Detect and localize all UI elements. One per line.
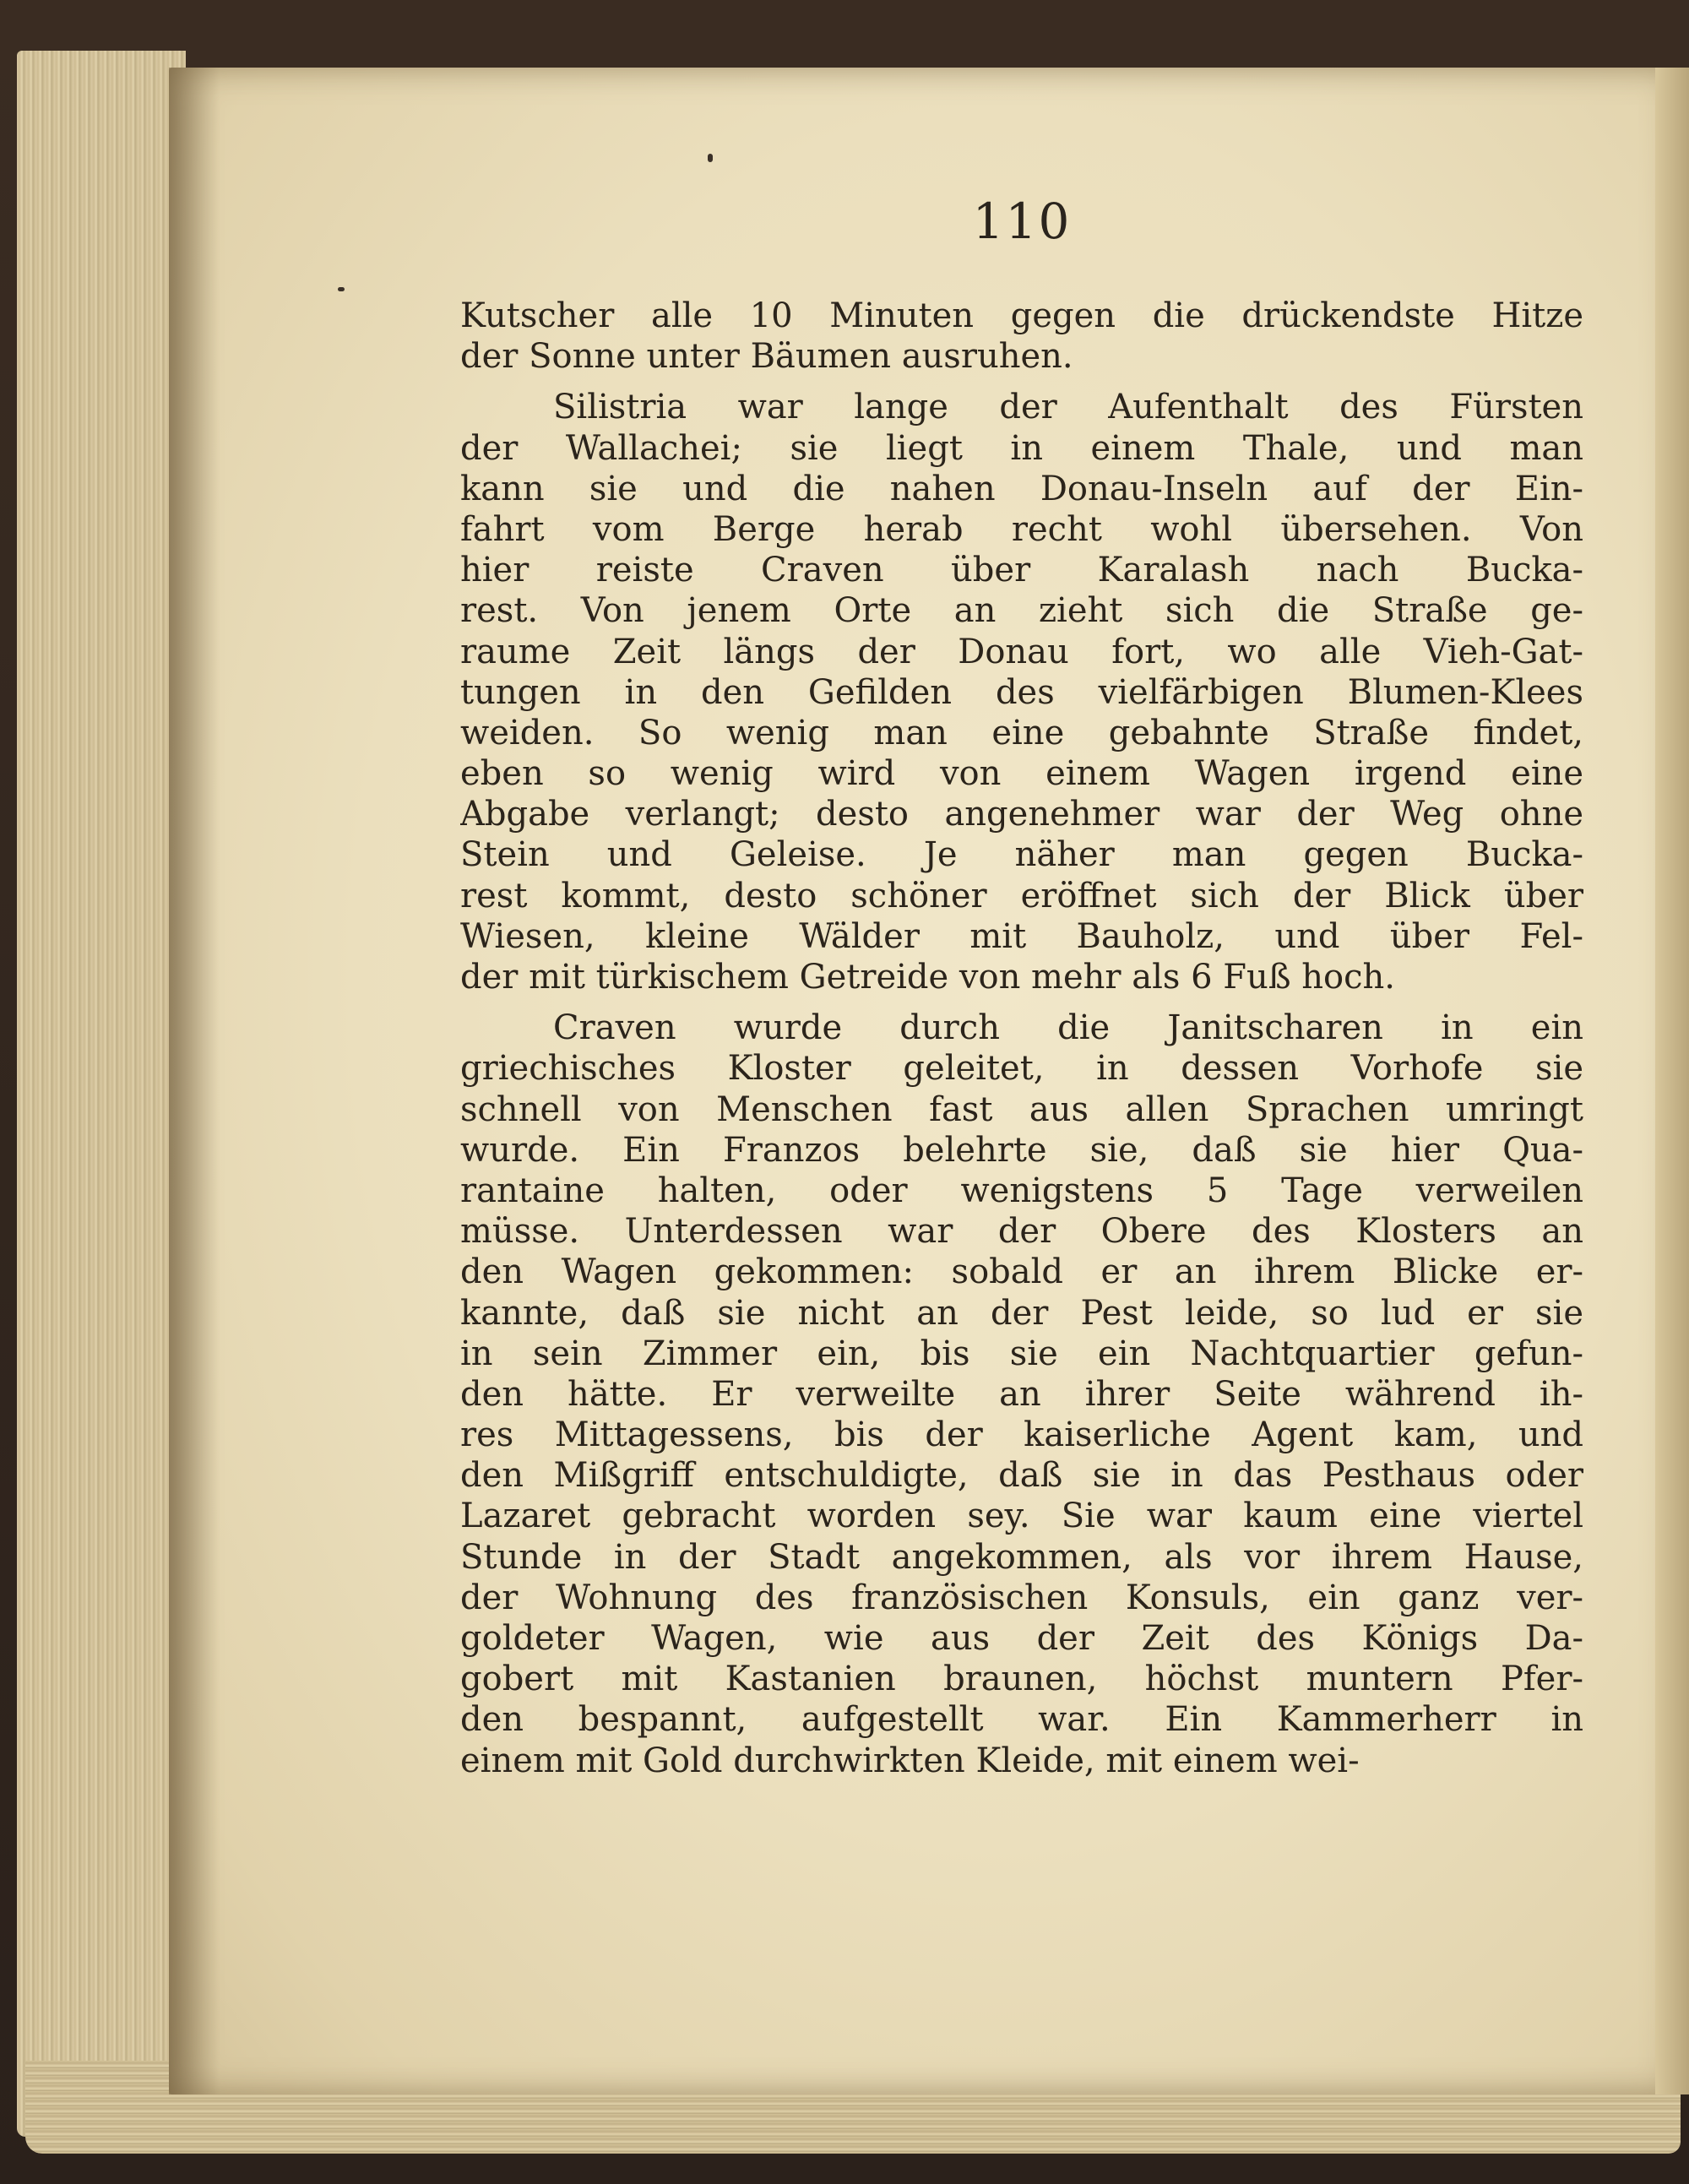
paragraph: [460, 387, 1583, 997]
text-line: der mit türkischem Getreide von mehr als 6 Fuß hoch.: [460, 958, 1395, 997]
text-line: den bespannt, aufgestellt war. Ein Kammerherr in: [460, 1700, 1583, 1740]
text-line: raume Zeit längs der Donau fort, wo alle Vieh-Gat-: [460, 632, 1583, 671]
text-line: tungen in den Gefilden des vielfärbigen Blumen-Klees: [460, 672, 1583, 712]
text-line: kann sie und die nahen Donau-Inseln auf der Ein-: [460, 469, 1583, 508]
text-line: Kutscher alle 10 Minuten gegen die drückendste Hitze: [460, 296, 1583, 335]
text-line: weiden. So wenig man eine gebahnte Straße findet,: [460, 713, 1583, 752]
text-line: in sein Zimmer ein, bis sie ein Nachtquartier gefun-: [460, 1334, 1583, 1373]
paragraph: [460, 296, 1583, 377]
text-line: wurde. Ein Franzos belehrte sie, daß sie hier Qua-: [460, 1130, 1583, 1170]
text-line: griechisches Kloster geleitet, in dessen Vorhofe sie: [460, 1049, 1583, 1089]
text-line: müsse. Unterdessen war der Obere des Klosters an: [460, 1212, 1583, 1252]
text-line: rest. Von jenem Orte an zieht sich die Straße ge-: [460, 591, 1583, 631]
gutter-shadow: [169, 68, 220, 2094]
paragraph: [460, 1008, 1583, 1781]
text-line: eben so wenig wird von einem Wagen irgend eine: [460, 754, 1583, 794]
text-line: Stunde in der Stadt angekommen, als vor ihrem Hause,: [460, 1537, 1583, 1577]
text-line: Wiesen, kleine Wälder mit Bauholz, und über Fel-: [460, 916, 1583, 956]
text-line: Silistria war lange der Aufenthalt des Fürsten: [553, 388, 1583, 427]
text-line: der Wallachei; sie liegt in einem Thale, und man: [460, 428, 1583, 468]
right-page-edge: [1655, 68, 1689, 2094]
text-line: rantaine halten, oder wenigstens 5 Tage verweilen: [460, 1171, 1583, 1210]
text-line: den hätte. Er verweilte an ihrer Seite während ih-: [460, 1374, 1583, 1414]
ink-speck: [338, 287, 345, 291]
text-line: der Wohnung des französischen Konsuls, ein ganz ver-: [460, 1578, 1583, 1617]
text-line: res Mittagessens, bis der kaiserliche Agent kam, und: [460, 1415, 1583, 1455]
text-line: schnell von Menschen fast aus allen Sprachen umringt: [460, 1089, 1583, 1129]
text-line: rest kommt, desto schöner eröffnet sich der Blick über: [460, 876, 1583, 915]
text-line: den Mißgriff entschuldigte, daß sie in das Pesthaus oder: [460, 1456, 1583, 1496]
text-line: Craven wurde durch die Janitscharen in ein: [553, 1008, 1583, 1048]
ink-speck: [708, 154, 713, 162]
text-line: kannte, daß sie nicht an der Pest leide, so lud er sie: [460, 1293, 1583, 1333]
text-line: Stein und Geleise. Je näher man gegen Bucka-: [460, 835, 1583, 875]
text-line: den Wagen gekommen: sobald er an ihrem Blicke er-: [460, 1252, 1583, 1292]
text-line: Abgabe verlangt; desto angenehmer war der Weg ohne: [460, 795, 1583, 834]
text-line: hier reiste Craven über Karalash nach Bucka-: [460, 551, 1583, 590]
stacked-page-edges: [17, 51, 186, 2137]
text-line: goldeter Wagen, wie aus der Zeit des Königs Da-: [460, 1619, 1583, 1658]
text-line: einem mit Gold durchwirkten Kleide, mit einem wei-: [460, 1741, 1360, 1780]
text-line: Lazaret gebracht worden sey. Sie war kaum eine viertel: [460, 1497, 1583, 1536]
body-text: [460, 296, 1583, 1781]
text-line: der Sonne unter Bäumen ausruhen.: [460, 337, 1073, 377]
text-line: fahrt vom Berge herab recht wohl übersehen. Von: [460, 509, 1583, 549]
text-line: gobert mit Kastanien braunen, höchst muntern Pfer-: [460, 1660, 1583, 1699]
page-number: 110: [972, 193, 1072, 250]
